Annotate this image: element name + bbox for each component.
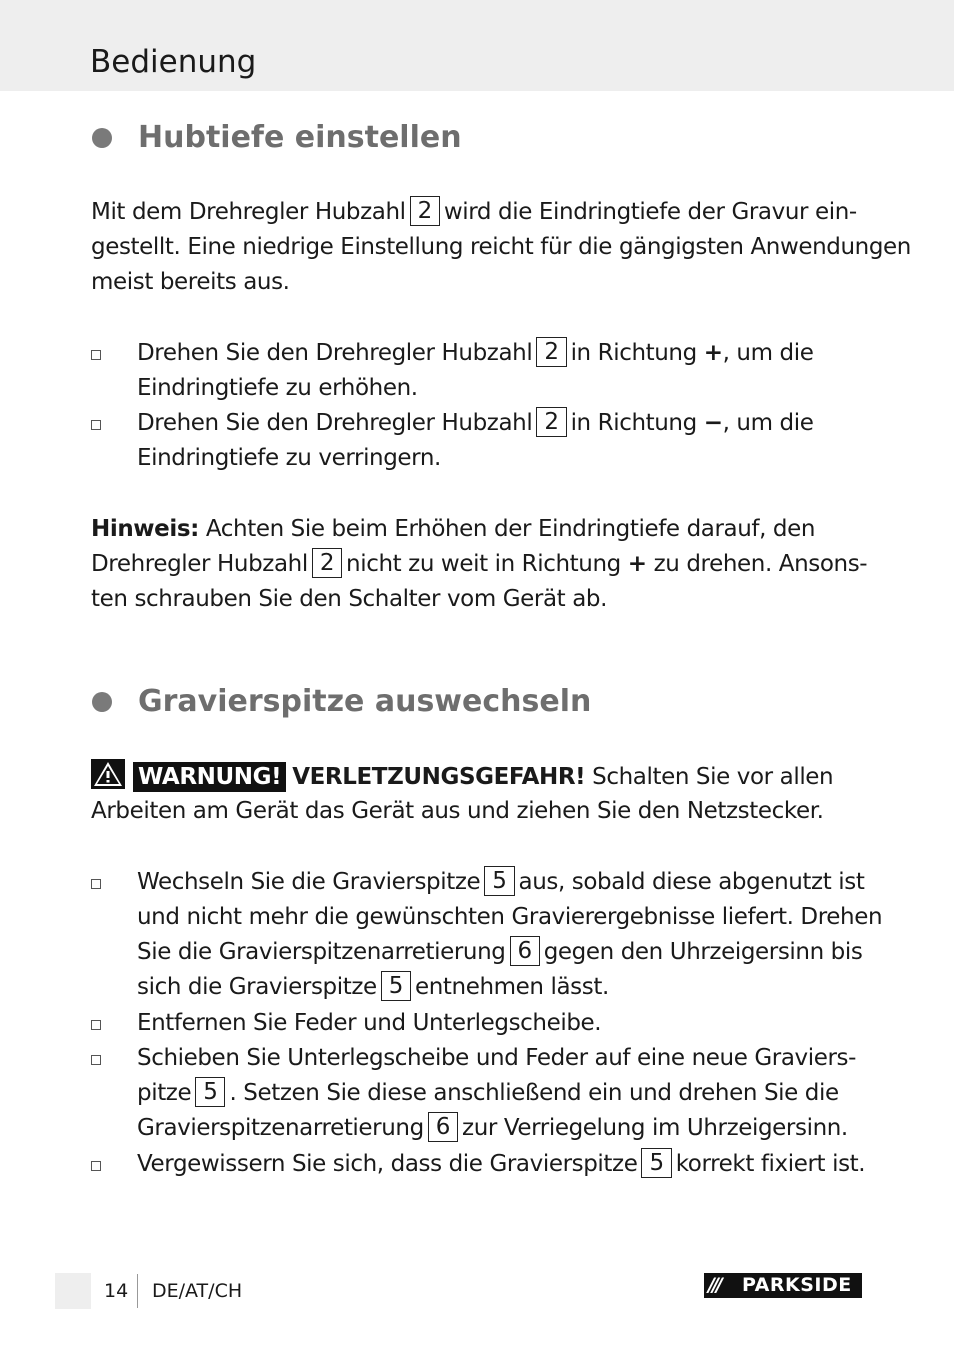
part-ref: 2 xyxy=(536,407,566,437)
logo-wordmark: PARKSIDE xyxy=(742,1274,852,1296)
checkbox-bullet-icon xyxy=(91,1055,101,1065)
part-ref: 6 xyxy=(510,936,540,966)
note-line-3: ten schrauben Sie den Schalter vom Gerät ab. xyxy=(91,586,608,612)
list-item-text: pitze 5 . Setzen Sie diese anschließend ein und drehen Sie die xyxy=(137,1079,839,1106)
part-ref: 5 xyxy=(381,971,411,1001)
checkbox-bullet-icon xyxy=(91,1020,101,1030)
page-header xyxy=(0,0,954,91)
warning-line-2: Arbeiten am Gerät das Gerät aus und ziehen Sie den Netzstecker. xyxy=(91,798,824,824)
part-ref: 5 xyxy=(484,866,514,896)
checkbox-bullet-icon xyxy=(91,879,101,889)
list-item-text: sich die Gravierspitze 5 entnehmen lässt. xyxy=(137,973,609,1000)
logo-stripes-icon: /// xyxy=(708,1274,720,1296)
part-ref: 6 xyxy=(428,1112,458,1142)
checkbox-bullet-icon xyxy=(91,350,101,360)
warning-line-1: WARNUNG! VERLETZUNGSGEFAHR! Schalten Sie vor allen xyxy=(91,759,833,795)
checkbox-bullet-icon xyxy=(91,1161,101,1171)
list-item-text: Sie die Gravierspitzenarretierung 6 gegen den Uhrzeigersinn bis xyxy=(137,938,863,965)
part-ref: 2 xyxy=(536,337,566,367)
list-item-text: Wechseln Sie die Gravierspitze 5 aus, sobald diese abgenutzt ist xyxy=(137,868,865,895)
list-item-text: Vergewissern Sie sich, dass die Gravierspitze 5 korrekt fixiert ist. xyxy=(137,1150,866,1177)
part-ref: 5 xyxy=(641,1148,671,1178)
list-item-text: und nicht mehr die gewünschten Gravierergebnisse liefert. Drehen xyxy=(137,904,883,930)
note-line-1: Hinweis: Achten Sie beim Erhöhen der Eindringtiefe darauf, den xyxy=(91,516,816,542)
checkbox-bullet-icon xyxy=(91,420,101,430)
bullet-dot-icon xyxy=(92,128,112,148)
section-title: Gravierspitze auswechseln xyxy=(138,684,592,719)
list-item-text: Eindringtiefe zu verringern. xyxy=(137,445,441,471)
intro-line-3: meist bereits aus. xyxy=(91,269,290,295)
warning-label: VERLETZUNGSGEFAHR! xyxy=(292,764,586,790)
section-title: Hubtiefe einstellen xyxy=(138,120,462,155)
warning-triangle-icon xyxy=(91,759,125,789)
list-item-text: Schieben Sie Unterlegscheibe und Feder auf eine neue Graviers- xyxy=(137,1045,857,1071)
list-item-text: Drehen Sie den Drehregler Hubzahl 2 in Richtung −, um die xyxy=(137,409,814,436)
intro-line-1: Mit dem Drehregler Hubzahl 2 wird die Eindringtiefe der Gravur ein- xyxy=(91,198,857,225)
note-line-2: Drehregler Hubzahl 2 nicht zu weit in Richtung + zu drehen. Ansons- xyxy=(91,550,868,577)
page-number: 14 xyxy=(104,1280,129,1302)
region-label: DE/AT/CH xyxy=(152,1280,243,1302)
list-item-text: Drehen Sie den Drehregler Hubzahl 2 in Richtung +, um die xyxy=(137,339,814,366)
warning-badge: WARNUNG! xyxy=(133,762,286,792)
footer-marker xyxy=(55,1273,91,1309)
parkside-logo xyxy=(704,1273,862,1298)
footer-divider xyxy=(137,1274,138,1308)
part-ref: 2 xyxy=(410,196,440,226)
bullet-dot-icon xyxy=(92,692,112,712)
list-item-text: Gravierspitzenarretierung 6 zur Verriegelung im Uhrzeigersinn. xyxy=(137,1114,848,1141)
part-ref: 2 xyxy=(312,548,342,578)
note-label: Hinweis: xyxy=(91,516,199,542)
page-title: Bedienung xyxy=(90,44,257,80)
intro-line-2: gestellt. Eine niedrige Einstellung reicht für die gängigsten Anwendungen xyxy=(91,234,911,260)
part-ref: 5 xyxy=(195,1077,225,1107)
list-item-text: Eindringtiefe zu erhöhen. xyxy=(137,375,418,401)
list-item-text: Entfernen Sie Feder und Unterlegscheibe. xyxy=(137,1010,602,1036)
